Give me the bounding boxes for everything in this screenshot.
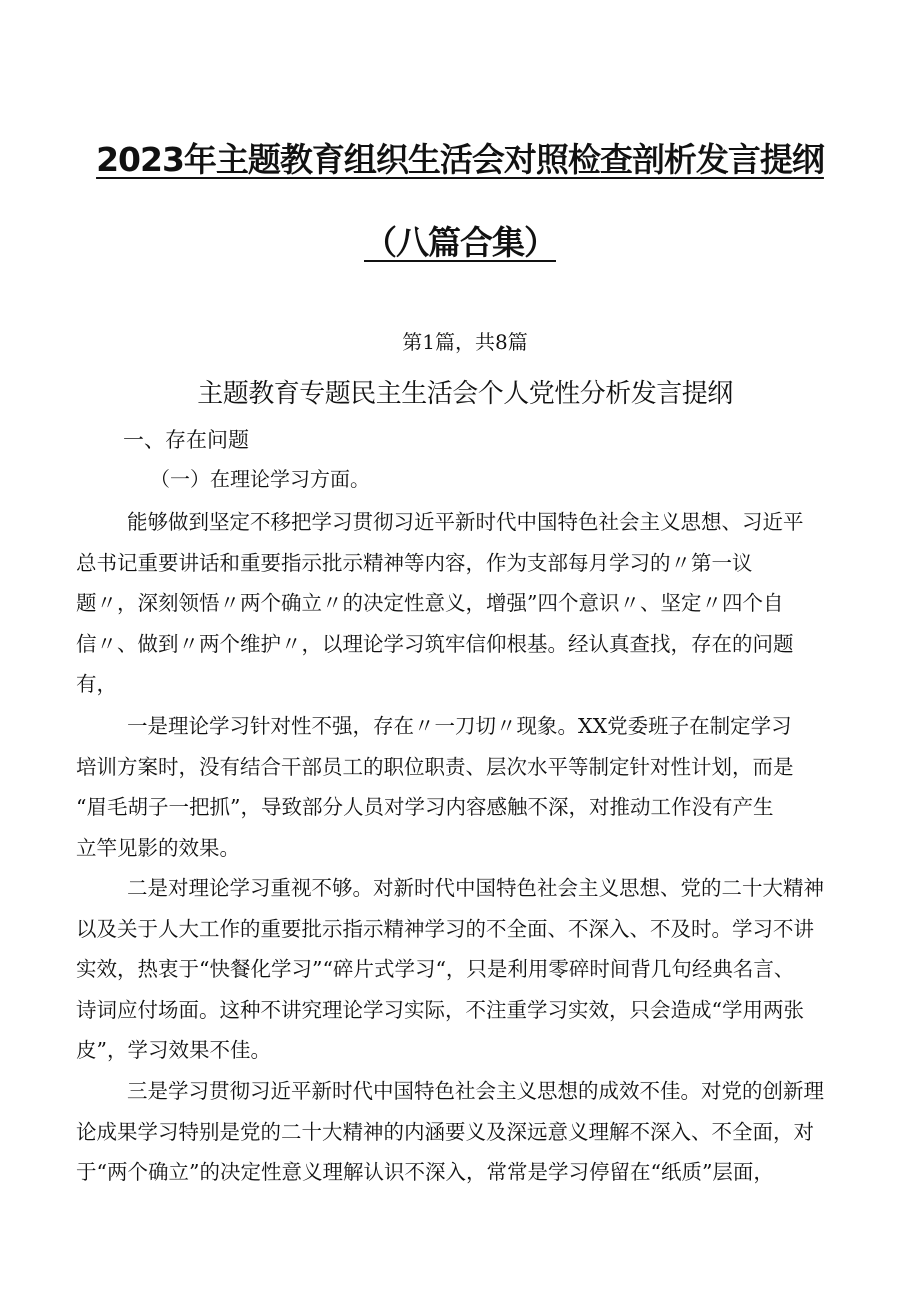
paragraph-line: “眉毛胡子一把抓”，导致部分人员对学习内容感触不深，对推动工作没有产生	[76, 795, 774, 819]
paragraph-line: 培训方案时，没有结合干部员工的职位职责、层次水平等制定针对性计划，而是	[76, 754, 794, 779]
section-heading: 一、存在问题	[123, 428, 249, 452]
paragraph-line: 立竿见影的效果。	[76, 835, 240, 860]
paragraph-line: 实效，热衷于“快餐化学习”“碎片式学习“，只是利用零碎时间背几句经典名言、	[76, 957, 795, 981]
paragraph-line: 皮”，学习效果不佳。	[76, 1038, 271, 1062]
paragraph-line: 论成果学习特别是党的二十大精神的内涵要义及深远意义理解不深入、不全面，对	[76, 1119, 814, 1144]
document-title-line-1: 2023年主题教育组织生活会对照检查剖析发言提纲	[96, 140, 824, 179]
paragraph-line: 能够做到坚定不移把学习贯彻习近平新时代中国特色社会主义思想、习近平	[127, 510, 804, 534]
subsection-heading: （一）在理论学习方面。	[150, 467, 370, 491]
paragraph-line: 三是学习贯彻习近平新时代中国特色社会主义思想的成效不佳。对党的创新理	[127, 1079, 824, 1103]
paragraph-line: 一是理论学习针对性不强，存在〃一刀切〃现象。XX党委班子在制定学习	[127, 714, 792, 738]
paragraph-line: 题〃，深刻领悟〃两个确立〃的决定性意义，增强”四个意识〃、坚定〃四个自	[76, 591, 784, 615]
paragraph-line: 诗词应付场面。这种不讲究理论学习实际，不注重学习实效，只会造成“学用两张	[76, 997, 804, 1022]
article-subtitle: 主题教育专题民主生活会个人党性分析发言提纲	[197, 379, 733, 409]
paragraph-line: 有，	[76, 672, 117, 696]
paragraph-line: 总书记重要讲话和重要指示批示精神等内容，作为支部每月学习的〃第一议	[76, 550, 753, 575]
paragraph-line: 信〃、做到〃两个维护〃，以理论学习筑牢信仰根基。经认真查找，存在的问题	[76, 631, 794, 656]
part-number: 第1篇，共8篇	[402, 330, 528, 354]
document-title-line-2: （八篇合集）	[364, 223, 556, 262]
paragraph-line: 于“两个确立”的决定性意义理解认识不深入，常常是学习停留在“纸质”层面，	[76, 1160, 774, 1184]
paragraph-line: 二是对理论学习重视不够。对新时代中国特色社会主义思想、党的二十大精神	[127, 876, 824, 900]
paragraph-1	[76, 502, 866, 705]
paragraph-2	[76, 706, 866, 868]
paragraph-line: 以及关于人大工作的重要批示指示精神学习的不全面、不深入、不及时。学习不讲	[76, 916, 814, 941]
paragraph-4	[76, 1071, 866, 1193]
paragraph-3	[76, 868, 866, 1071]
